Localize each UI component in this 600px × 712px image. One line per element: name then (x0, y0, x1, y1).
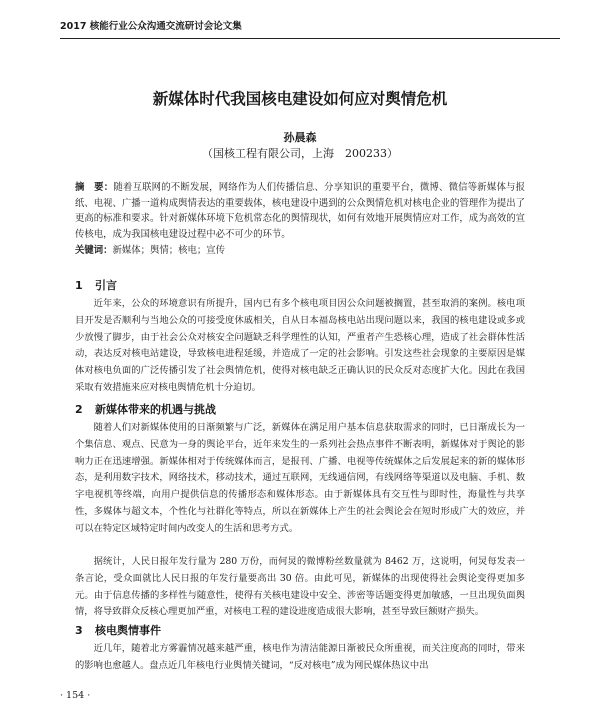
section-heading-2 (75, 402, 525, 418)
running-header: 2017 核能行业公众沟通交流研讨会论文集 (60, 20, 560, 39)
section-number: 2 (75, 403, 83, 416)
author-affiliation: （国核工程有限公司，上海 200233） (202, 147, 398, 160)
section-heading-1 (75, 278, 525, 294)
section-heading-3 (75, 623, 525, 639)
keywords (75, 243, 525, 258)
page-number: · 154 · (60, 690, 91, 701)
section-title: 核电舆情事件 (95, 624, 161, 637)
abstract-label: 摘 要： (75, 182, 114, 193)
section-title: 新媒体带来的机遇与挑战 (95, 403, 216, 416)
keywords-text: 新媒体；舆情；核电；宣传 (112, 245, 226, 256)
author-name: 孙晨森 (283, 131, 317, 144)
section-title: 引言 (95, 279, 117, 292)
section-1-paragraph-1: 近年来，公众的环境意识有所提升，国内已有多个核电项目因公众问题被搁置，甚至取消的案例。核电项目开发是否顺利与当地公众的可接受度休戚相关，自从日本福岛核电站出现问题以来，我国的核电建设或多或少放慢了脚步，由于社会公众对核安全问题缺乏科学理性的认知，严重者产生恐核心理，造成了社会群体性活动，表达反对核电站建设，导致核电进程延缓，并造成了一定的社会影响。引发这些社会现象的主要原因是媒体对核电负面的广泛传播引发了社会舆情危机，使得对核电缺乏正确认识的民众反对态度扩大化。因此在我国采取有效措施来应对核电舆情危机十分迫切。 (75, 298, 525, 393)
abstract (75, 180, 525, 242)
abstract-text: 随着互联网的不断发展，网络作为人们传播信息、分享知识的重要平台，微博、微信等新媒体与报纸、电视、广播一道构成舆情表达的重要载体，核电建设中遇到的公众舆情危机对核电企业的管理作为提出了更高的标准和要求。针对新媒体环境下危机常态化的舆情现状，如何有效地开展舆情应对工作，成为高效的宣传核电，成为我国核电建设过程中必不可少的环节。 (75, 182, 526, 240)
section-number: 1 (75, 279, 83, 292)
section-number: 3 (75, 624, 83, 637)
section-2-paragraph-2: 据统计，人民日报年发行量为 280 万份，而何炅的微博粉丝数量就为 8462 万，这说明，何炅每发表一条言论，受众面就比人民日报的年发行量要高出 30 倍。由此可见，新媒体的出现使得社会舆论变得更加多元。由于信息传播的多样性与随意性，使得有关核电建设中安全、涉密等话题变得更加敏感，一旦出现负面舆情，将导致群众反核心理更加严重，对核电工程的建设进度造成很大影响，甚至导致巨额财产损失。 (75, 556, 525, 618)
section-3-paragraph-1: 近几年，随着北方雾霾情况越来越严重，核电作为清洁能源日渐被民众所重视，而关注度高的同时，带来的影响也愈越人。盘点近几年核电行业舆情关键词，“反对核电”成为网民媒体热议中出 (75, 643, 525, 671)
section-2-paragraph-1: 随着人们对新媒体使用的日渐频繁与广泛，新媒体在满足用户基本信息获取需求的同时，已日渐成长为一个集信息、观点、民意为一身的舆论平台，近年来发生的一系列社会热点事件不断表明，新媒体对于舆论的影响力正在迅速增强。新媒体相对于传统媒体而言，是报刊、广播、电视等传统媒体之后发展起来的新的媒体形态，是利用数字技术，网络技术，移动技术，通过互联网，无线通信网，有线网络等渠道以及电脑、手机、数字电视机等终端，向用户提供信息的传播形态和媒体形态。由于新媒体具有交互性与即时性，海量性与共享性，多媒体与超文本，个性化与社群化等特点，所以在新媒体上产生的社会舆论会在短时形成广大的效应，并可以在特定区域特定时间内改变人的生活和思考方式。 (75, 422, 525, 534)
paper-title: 新媒体时代我国核电建设如何应对舆情危机 (152, 90, 448, 108)
keywords-label: 关键词： (75, 245, 113, 256)
